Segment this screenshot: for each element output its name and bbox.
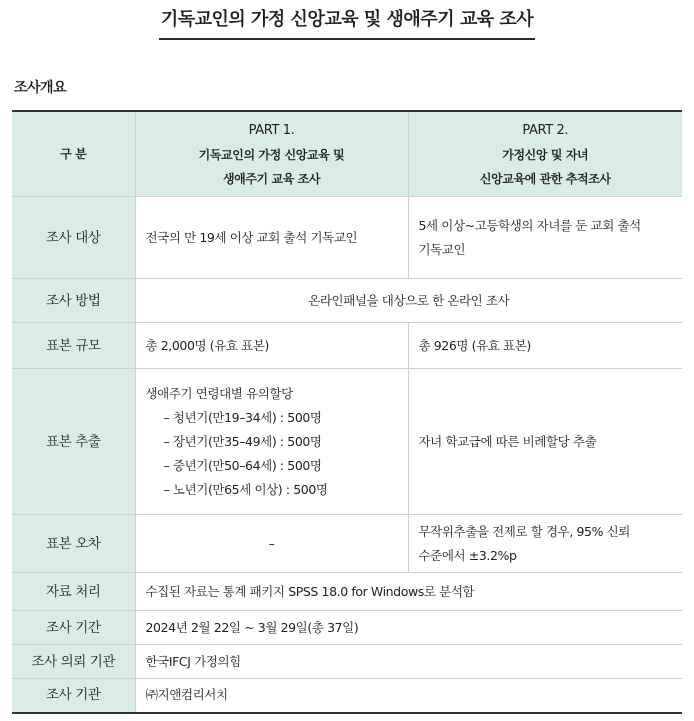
header-part1-line2: 기독교인의 가정 신앙교육 및 [198,147,345,162]
page-title: 기독교인의 가정 신앙교육 및 생애주기 교육 조사 [159,8,535,40]
header-part2-line3: 신앙교육에 관한 추적조사 [479,171,611,186]
title-wrap [0,8,694,40]
row-method [12,279,682,323]
sampling-part2: 자녀 학교급에 따른 비례할당 추출 [408,369,682,515]
error-part2-line2: 수준에서 ±3.2%p [418,547,517,563]
row-agency [12,679,682,713]
error-part1: – [135,515,408,573]
label-client: 조사 의뢰 기관 [12,645,135,679]
label-error: 표본 오차 [12,515,135,573]
processing-value: 수집된 자료는 통계 패키지 SPSS 18.0 for Windows로 분석함 [135,573,682,611]
label-sample-size: 표본 규모 [12,323,135,369]
label-method: 조사 방법 [12,279,135,323]
header-part1 [135,111,408,197]
row-sampling [12,369,682,515]
row-processing [12,573,682,611]
error-part2 [408,515,682,573]
error-part2-line1: 무작위추출을 전제로 할 경우, 95% 신뢰 [418,523,630,539]
header-part2 [408,111,682,197]
sampling-item: – 중년기(만50–64세) : 500명 [163,457,322,473]
label-period: 조사 기간 [12,611,135,645]
label-processing: 자료 처리 [12,573,135,611]
survey-overview-table [12,110,682,714]
label-sampling: 표본 추출 [12,369,135,515]
sampling-part1 [135,369,408,515]
row-error [12,515,682,573]
period-value: 2024년 2월 22일 ~ 3월 29일(총 37일) [135,611,682,645]
target-part2-line1: 5세 이상~고등학생의 자녀를 둔 교회 출석 [418,217,641,233]
header-part2-line2: 가정신앙 및 자녀 [502,147,589,162]
header-row [12,111,682,197]
header-category: 구 분 [12,111,135,197]
sampling-item: – 장년기(만35–49세) : 500명 [163,433,322,449]
sampling-item: – 청년기(만19–34세) : 500명 [163,409,322,425]
header-part2-line1: PART 2. [522,122,569,138]
label-target: 조사 대상 [12,197,135,279]
header-part1-line1: PART 1. [248,122,295,138]
client-value: 한국IFCJ 가정의힘 [135,645,682,679]
row-sample-size [12,323,682,369]
agency-value: ㈜지앤컴리서치 [135,679,682,713]
target-part1: 전국의 만 19세 이상 교회 출석 기독교인 [135,197,408,279]
row-client [12,645,682,679]
sampling-item: – 노년기(만65세 이상) : 500명 [163,481,328,497]
sample-size-part1: 총 2,000명 (유효 표본) [135,323,408,369]
sample-size-part2: 총 926명 (유효 표본) [408,323,682,369]
row-period [12,611,682,645]
target-part2-line2: 기독교인 [418,241,466,257]
section-title: 조사개요 [14,80,67,96]
target-part2 [408,197,682,279]
row-target [12,197,682,279]
label-agency: 조사 기관 [12,679,135,713]
method-value: 온라인패널을 대상으로 한 온라인 조사 [135,279,682,323]
header-part1-line3: 생애주기 교육 조사 [222,171,321,186]
sampling-intro: 생애주기 연령대별 유의할당 [145,385,293,401]
